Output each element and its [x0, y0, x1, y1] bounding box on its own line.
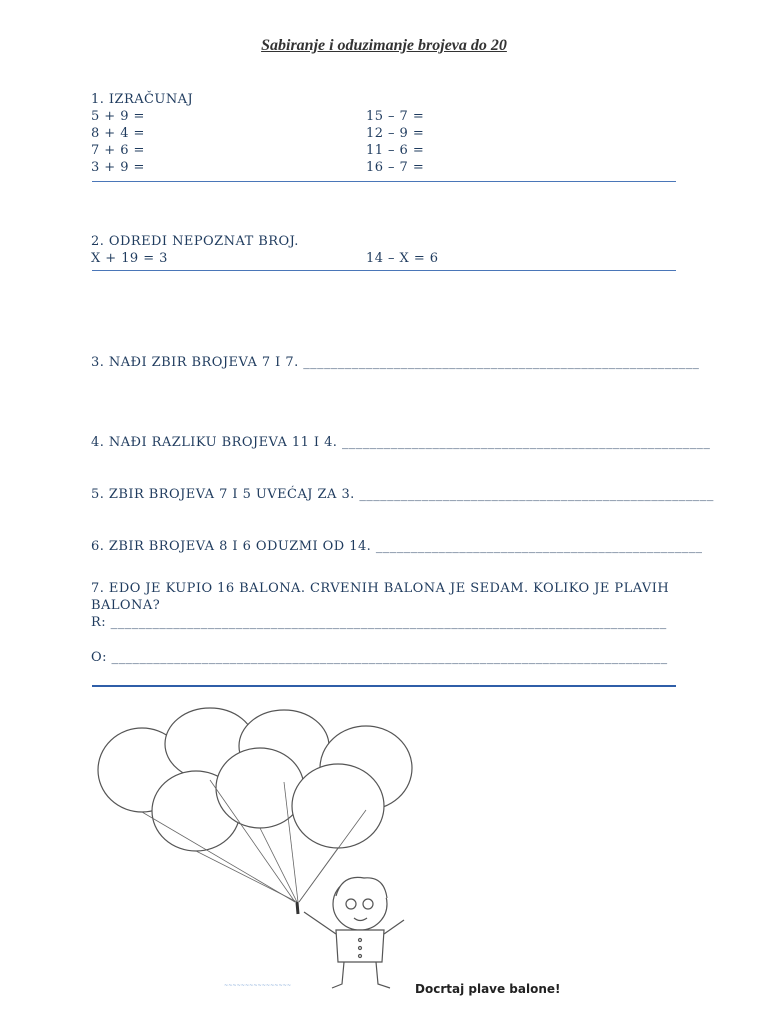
task2-right: 14 – X = 6	[366, 251, 439, 266]
task1-left-2: 8 + 4 =	[91, 126, 145, 141]
task1-right-1: 15 – 7 =	[366, 109, 425, 124]
task7-answer-r: R: ________________________________________________________________________________	[91, 615, 667, 630]
task1-right-2: 12 – 9 =	[366, 126, 425, 141]
task1-left-3: 7 + 6 =	[91, 143, 145, 158]
task1-right-4: 16 – 7 =	[366, 160, 425, 175]
task7-line1: 7. EDO JE KUPIO 16 BALONA. CRVENIH BALONA JE SEDAM. KOLIKO JE PLAVIH	[91, 581, 670, 596]
task1-right-3: 11 – 6 =	[366, 143, 425, 158]
watermark-logo: ~~~~~~~~~~~~~~~~	[224, 983, 292, 989]
drawing-instruction: Docrtaj plave balone!	[415, 982, 561, 996]
task2-left: X + 19 = 3	[91, 251, 168, 266]
balloon-icon	[216, 748, 304, 828]
task1-left-1: 5 + 9 =	[91, 109, 145, 124]
divider	[92, 181, 676, 182]
task7-line2: BALONA?	[91, 598, 161, 613]
worksheet-title: Sabiranje i oduzimanje brojeva do 20	[261, 37, 507, 54]
balloons-boy-illustration	[92, 706, 422, 996]
boy-icon	[304, 877, 404, 988]
task7-answer-o: O: ________________________________________________________________________________	[91, 650, 668, 665]
divider	[92, 685, 676, 687]
task1-heading: 1. IZRAČUNAJ	[91, 92, 194, 107]
task6: 6. ZBIR BROJEVA 8 I 6 ODUZMI OD 14. _______________________________________________	[91, 539, 703, 554]
task1-left-4: 3 + 9 =	[91, 160, 145, 175]
divider	[92, 270, 676, 271]
balloon-icon	[292, 764, 384, 848]
task5: 5. ZBIR BROJEVA 7 I 5 UVEĆAJ ZA 3. ___________________________________________________	[91, 487, 714, 502]
task4: 4. NAĐI RAZLIKU BROJEVA 11 I 4. _____________________________________________________	[91, 435, 711, 450]
task3: 3. NAĐI ZBIR BROJEVA 7 I 7. _________________________________________________________	[91, 355, 700, 370]
task2-heading: 2. ODREDI NEPOZNAT BROJ.	[91, 234, 299, 249]
